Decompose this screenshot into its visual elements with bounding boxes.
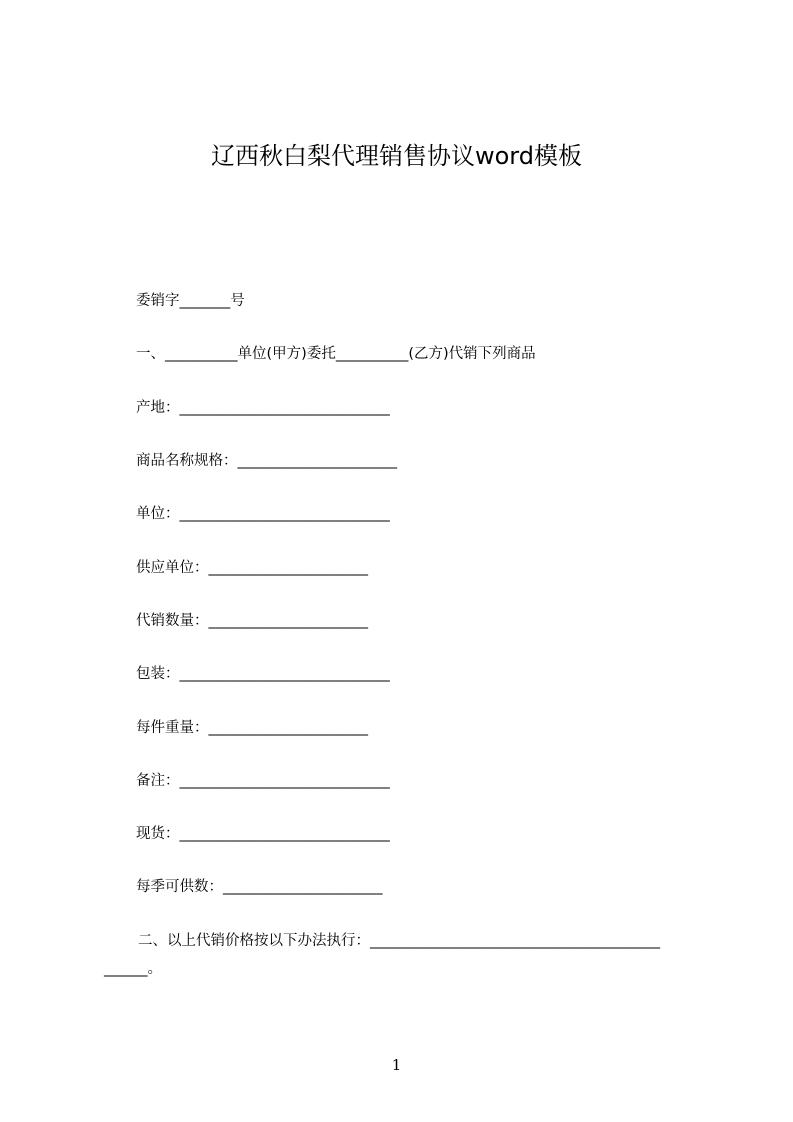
clause-1-line: 一、__________单位(甲方)委托__________(乙方)代销下列商品 [136,346,536,362]
clause-2-line: 二、以上代销价格按以下办法执行：________________________________________ [138,933,660,949]
origin-line: 产地：_____________________________ [136,400,390,416]
weight-per-piece-line: 每件重量：______________________ [136,720,368,736]
product-spec-line: 商品名称规格：______________________ [136,453,397,469]
unit-line: 单位：_____________________________ [136,506,390,522]
page-number: 1 [391,1056,402,1074]
document-title: 辽西秋白梨代理销售协议word模板 [211,142,582,170]
remarks-line: 备注：_____________________________ [136,773,390,789]
quantity-line: 代销数量：______________________ [136,613,368,629]
in-stock-line: 现货：_____________________________ [136,826,390,842]
seasonal-supply-line: 每季可供数：______________________ [136,879,383,895]
clause-2-continuation: ______。 [104,961,162,977]
packaging-line: 包装：_____________________________ [136,666,390,682]
contract-number-line: 委销字_______号 [136,293,245,309]
supplier-line: 供应单位：______________________ [136,560,368,576]
